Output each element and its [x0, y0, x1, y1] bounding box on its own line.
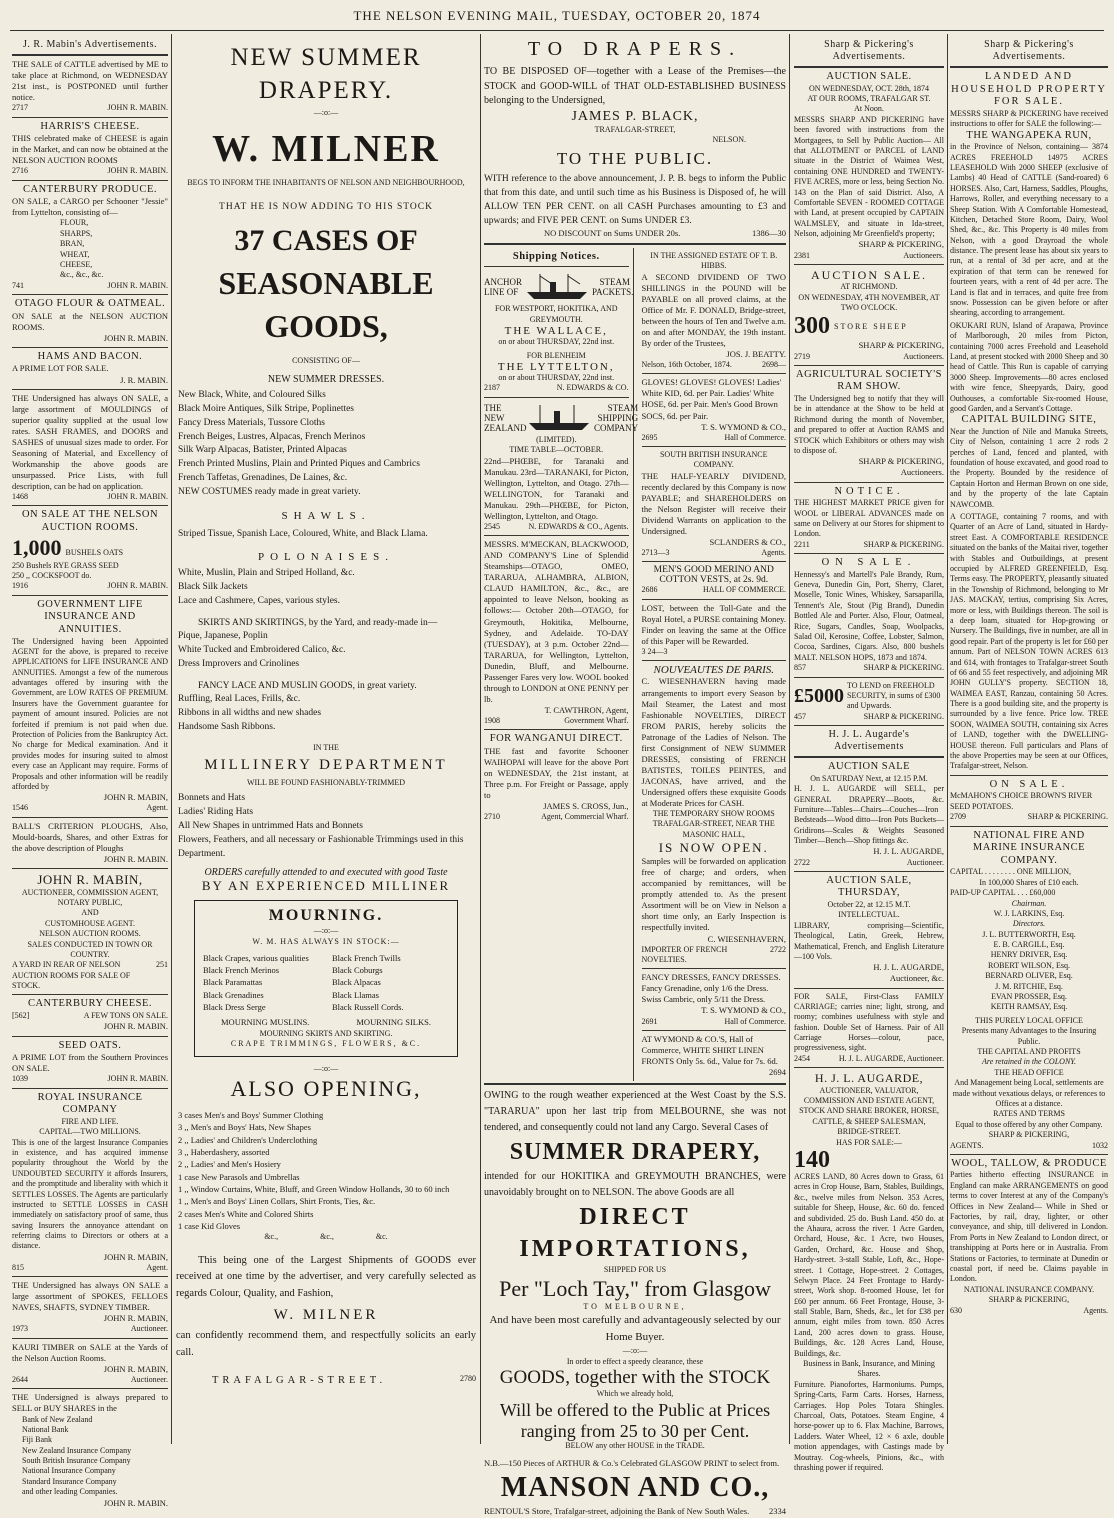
ad-nouveautes-paris: NOUVEAUTES DE PARIS. C. WIESENHAVERN having made arrangements to import every Season by Mail Steamer, the Latest and most Fashionable NOVELTIES, DIRECT FROM PARIS, hereby solicits the Patronage of the Ladies of Nelson. The first Consignment of NEW SUMMER DRESSES, consisting of FRENCH BATISTES, TOILES PEINTES, and JACONAS, have arrived, and the Undersigned offers these exquisite Goods at Moderate Prices for CASH. THE TEMPORARY SHOW ROOMS TRAFALGAR-STREET, NEAR THE MASONIC HALL, IS NOW OPEN. Samples will be forwarded on application free of charge; and orders, when accompanied by remittances, will be promptly attended to. As the present Assortment will be on View in Nelson a short time only, an Early Inspection is respectfully invited. C. WIESENHAVERN, IMPORTER OF FRENCH NOVELTIES. 2722: [642, 661, 787, 969]
ad-ram-show: AGRICULTURAL SOCIETY'S RAM SHOW. The Undersigned beg to notify that they will be in attendance at the Show to be held at Richmond during the month of November, and prepared to offer at Auction RAMS and STOCK which Exhibitors or others may wish to dispose of. SHARP & PICKERING, Auctioneers.: [794, 366, 944, 483]
ad-landed-property: LANDED AND HOUSEHOLD PROPERTY FOR SALE. MESSRS SHARP & PICKERING have received instructions to offer for SALE the following:— THE WANGAPEKA RUN, in the Province of Nelson, containing— 3874 ACRES FREEHOLD 14975 ACRES LEASEHOLD With 2000 SHEEP (exclusive of Lambs) 40 Head of CATTLE (Sand-roared) 6 HORSES. Also, Cart, Harness, Saddles, Ploughs, Harrows, Roller, and everything necessary to a Sheep Station. With A Comfortable Homestead, Kitchen, Detached Store Room, Dairy, Wool Shed, &c., &c. This Property is 40 miles from Nelson, with a good Drayroad the whole distance. The present lease has about six years to run, at a rental of 3d per acre, and at the expiration of that term can be renewed for fourteen years, with a rent of 4d per acre. The Land is flat and in terraces, and quite free from snow. Possession can be given before or after shearing, according to arrangement. OKUKARI RUN, Island of Arapawa, Province of Marlborough, 20 miles from Picton, containing 7000 acres Freehold and Leasehold Land, at present stocked with 2000 Sheep and 30 head of Cattle. This Run is capable of carrying 3000 Sheep. Improvements—80 acres enclosed with wire fence, Sheepyards, Dairy, good Outhouses, a comfortable Six-roomed House, good Garden, and a Servant's Cottage. CAPITAL BUILDING SITE, Near the Junction of Nile and Manuka Streets, City of Nelson, containing 1 acre 2 rods 2 perches of Land, fenced and planted, with foundation of house excavated, and good road to the Property. Bounded by the residence of Captain Horton and Herman Brown on one side, and by the property of the late Captain NAWCOMB. A COTTAGE, containing 7 rooms, and with Quarter of an Acre of Land, situated in Hardy-street East. A COMFORTABLE RESIDENCE situated on the banks of the Maitai river, together with Stables and Outbuildings, at present occupied by ALFRED GREENFIELD, Esq. Terms easy. The PROPERTY, pleasantly situated in the Township of Richmond, belonging to Mr JAS. MACKAY, tertius, comprising Six Acres, more or less, with Buildings thereon. The soil is a deep loam, situated for Hop-growing or Nursery. The Buildings, five in number, are all in good repair. Part of the property is let for £60 per annum. Part of NELSON TOWN ACRES 613 and 614, with frontages to Trafalgar-street South of 66 and 55 feet respectively, and adjoining MR JOHN GULLY'S property. SECTION 18, WAIMEA EAST, Ranzau, containing 50 Acres. There is a good building site, and the property is surrounded by a live fence. Price low. TREE SOON, WAIMEA SOUTH, containing six Acres of LAND, together with the DWELLING-HOUSE thereon. Full particulars and Plans of the above Properties may be seen at our Offices, Trafalgar-street, Nelson.: [950, 68, 1108, 776]
ad-oats: ON SALE AT THE NELSON AUCTION ROOMS. 1,000 BUSHELS OATS 250 Bushels RYE GRASS SEED 250 ,, COCKSFOOT do. 1916 JOHN R. MABIN.: [12, 506, 168, 595]
masthead: THE NELSON EVENING MAIL, TUESDAY, OCTOBER 20, 1874: [353, 8, 761, 23]
ad-national-fire-marine: NATIONAL FIRE AND MARINE INSURANCE COMPANY. CAPITAL . . . . . . . . ONE MILLION, In 100,000 Shares of £10 each. PAID-UP CAPITAL . . . £60,000 Chairman. W. J. LARKINS, Esq. Directors. J. L. BUTTERWORTH, Esq. E. B. CARGILL, Esq. HENRY DRIVER, Esq. ROBERT WILSON, Esq. BERNARD OLIVER, Esq. J. M. RITCHIE, Esq. EVAN PROSSER, Esq. KEITH RAMSAY, Esq. THIS PURELY LOCAL OFFICE Presents many Advantages to the Insuring Public. THE CAPITAL AND PROFITS Are retained in the COLONY. THE HEAD OFFICE And Management being Local, settlements are made without vexatious delays, or references to Offices at a distance. RATES AND TERMS Equal to those offered by any other Company. SHARP & PICKERING, AGENTS. 1032: [950, 827, 1108, 1155]
ad-royal-insurance: ROYAL INSURANCE COMPANY FIRE AND LIFE. CAPITAL—TWO MILLIONS. This is one of the largest Insurance Companies in existence, and has acquired immense popularity throughout the World by the UNDOUBTED SECURITY it affords Insurers, and the promptitude and liberality with which it SETTLES LOSSES. The Agents are particularly instructed to SETTLE LOSSES in CASH immediately on satisfactory proof of same, thus saving Insurers the annoyance attendant on referring claims to Directors or others at a distance. JOHN R. MABIN, 815 Agent.: [12, 1089, 168, 1278]
ad-canterbury-cheese: CANTERBURY CHEESE. [562] A FEW TONS ON SALE. JOHN R. MABIN.: [12, 995, 168, 1036]
ad-canterbury-produce: CANTERBURY PRODUCE. ON SALE, a CARGO per Schooner "Jessie" from Lyttelton, consisting of— FLOUR, SHARPS, BRAN, WHEAT, CHEESE, &c., &c., &c. 741 JOHN R. MABIN.: [12, 181, 168, 295]
column-milner: NEW SUMMER DRAPERY. —:o:— W. MILNER BEGS TO INFORM THE INHABITANTS OF NELSON AND NEIGHBOURHOOD, THAT HE IS NOW ADDING TO HIS STOCK 37 CASES OF SEASONABLE GOODS, CONSISTING OF— NEW SUMMER DRESSES. New Black, White, and Coloured Silks Black Moire Antiques, Silk Stripe, Poplinettes Fancy Dress Materials, Tussore Cloths French Beiges, Lustres, Alpacas, French Merinos Silk Warp Alpacas, Batister, Printed Alpacas French Printed Muslins, Plain and Printed Piques and Cambrics French Taffetas, Grenadines, De Laines, &c. NEW COSTUMES ready made in great variety. SHAWLS. Striped Tissue, Spanish Lace, Coloured, White, and Black Llama. POLONAISES. White, Muslin, Plain and Striped Holland, &c. Black Silk Jackets Lace and Cashmere, Capes, various styles. SKIRTS AND SKIRTINGS, by the Yard, and ready-made in— Pique, Japanese, Poplin White Tucked and Embroidered Calico, &c. Dress Improvers and Crinolines FANCY LACE AND MUSLIN GOODS, in great variety. Ruffling, Real Laces, Frills, &c. Ribbons in all widths and new shades Handsome Sash Ribbons. IN THE MILLINERY DEPARTMENT WILL BE FOUND FASHIONABLY-TRIMMED Bonnets and Hats Ladies' Riding Hats All New Shapes in untrimmed Hats and Bonnets Flowers, Feathers, and all necessary or Fashionable Trimmings used in this Department. ORDERS carefully attended to and executed with good Taste BY AN EXPERIENCED MILLINER MOURNING. —:o:— W. M. HAS ALWAYS IN STOCK:— Black Crapes, various qualities Black French Merinos Black Paramattas Black Grenadines Black Dress Serge Black French Twills Black Coburgs Black Alpacas Black Llamas Black Russell Cords. MOURNING MUSLINS. MOURNING SILKS. MOURNING SKIRTS AND SKIRTING. CRAPE TRIMMINGS, FLOWERS, &C. —:o:— ALSO OPENING, 3 cases Men's and Boys' Summer Clothing 3 ,, Men's and Boys' Hats, New Shapes 2 ,, Ladies' and Children's Underclothing 3 ,, Haberdashery, assorted 2 ,, Ladies' and Men's Hosiery 1 case New Parasols and Umbrellas 1 ,, Window Curtains, White, Bluff, and Green Window Hollands, 30 to 60 inch 1 ,, Men's and Boys' Linen Collars, Shirt Fronts, Ties, &c. 2 cases Men's White and Colored Shirts 1 case Kid Gloves &c., &c., &c. This being one of the Largest Shipments of GOODS ever received at one time by the advertiser, and very carefully selected as regards Colour, Quality, and Fashion, W. MILNER can confidently recommend them, and respectfully solicits an early call. TRAFALGAR-STREET. 2780: [176, 44, 476, 1386]
ad-nz-steam-shipping: THE NEW ZEALAND STEAM SHIPPING COMPANY (LIMITED). TIME TABLE—OCTOBER. 22nd—PHŒBE, for Taranaki and Manukau. 23rd—TARANAKI, for Picton, Wellington, Lyttelton, and Otago. 27th—WELLINGTON, for Taranaki and Manukau. 29th—PHŒBE, for Picton, Wellington, Lyttelton, and Otago. 2545 N. EDWARDS & CO., Agents.: [484, 398, 629, 536]
ad-anchor-line: ANCHOR LINE OF STEAM PACKETS. FOR WESTPORT, HOKITIKA, AND GREYMOUTH. THE WALLACE, on or about THURSDAY, 22nd inst. FOR BLENHEIM THE LYTTELTON, on or about THURSDAY, 22nd inst. 2187 N. EDWARDS & CO.: [484, 267, 629, 397]
column-sharp-augarde: Sharp & Pickering's Advertisements. AUCTION SALE. ON WEDNESDAY, OCT. 28th, 1874 AT OUR ROOMS, TRAFALGAR ST. At Noon. MESSRS SHARP AND PICKERING have been favored with instructions from the Mortgagees, to Sell by Public Auction— All that ALLOTMENT or PARCEL of LAND situate in the District of Waimea West, containing ONE HUNDRED and TWENTY-FIVE ACRES, more or less, being Section No. 143 on the Plan of said District. Also, A Comfortable SEVEN - ROOMED COTTAGE with Land, at present occupied by CAPTAIN WALMSLEY, and situate in Ida-street, Nelson, adjoining Mr Greenfield's property; SHARP & PICKERING, 2381 Auctioneers. AUCTION SALE. AT RICHMOND. ON WEDNESDAY, 4TH NOVEMBER, AT TWO O'CLOCK. 300 STORE SHEEP SHARP & PICKERING, 2719 Auctioneers. AGRICULTURAL SOCIETY'S RAM SHOW. The Undersigned beg to notify that they will be in attendance at the Show to be held at Richmond during the month of November, and prepared to offer at Auction RAMS and STOCK which Exhibitors or others may wish to dispose of. SHARP & PICKERING, Auctioneers. NOTICE. THE HIGHEST MARKET PRICE given for WOOL or LIBERAL ADVANCES made on same on Delivery at our Stores for shipment to London. 2211 SHARP & PICKERING. ON SALE. Hennessy's and Martell's Pale Brandy, Rum, Geneva, Dunedin Gin, Port, Sherry, Claret, Moselle, Tonic Wines, Whiskey, Sarsaparilla, Tennent's Ale, Stout (Pig Brand), Dunedin Bottled Ale and Porter. Also, Flour, Oatmeal, Rice, Sugars, Candles, Soap, Woolpacks, Salad Oil, Kerosine, Coffee, Lobster, Salmon, Cocoa, Sardines, Cigars. Also, 800 bushels MALT. NELSON HOPS, 1873 and 1874. 857 SHARP & PICKERING. £5000 TO LEND on FREEHOLD SECURITY, in sums of £300 and Upwards. 457 SHARP & PICKERING. H. J. L. Augarde's Advertisements AUCTION SALE On SATURDAY Next, at 12.15 P.M. H. J. L. AUGARDE will SELL, per GENERAL DRAPERY—Boots, &c. Furniture—Tables—Chairs—Couches—Iron Bedsteads—Wood ditto—Iron Pots Buckets—Gridirons—Scales & Weights Seasoned Timber—Bench—Shop fittings &c. H. J. L. AUGARDE, 2722 Auctioneer. AUCTION SALE, THURSDAY, October 22, at 12.15 M.T. INTELLECTUAL. LIBRARY, comprising—Scientific, Theological, Latin, Greek, Hebrew, Mathematical, French, and English Literature—100 Vols. H. J. L. AUGARDE, Auctioneer, &c. FOR SALE, First-Class FAMILY CARRIAGE; carries nine; light, strong, and roomy; combines usefulness with style and fashion. Double Set of Harness. Pair of All Carriage Horses—colour, pace, progressiveness, sight. 2454 H. J. L. AUGARDE, Auctioneer. H. J. L. AUGARDE, AUCTIONEER, VALUATOR, COMMISSION AND ESTATE AGENT, STOCK AND SHARE BROKER, HORSE, CATTLE, & SHEEP SALESMAN, BRIDGE-STREET. HAS FOR SALE:— 140 ACRES LAND, 80 Acres down to Grass, 61 acres in Crop House, Barn, Stables, Buildings, &c., twelve miles from Nelson. 353 Acres, suitable for Sheep, House, &c. 60 do. fenced and subdivided. 25 do. Bush Land. 450 do. at the Ahaura, across the river. 1 Acre Garden, Orchard, House, &c. 1 Acre, two Houses, Garden, Orchard, &c. House and Shop, Hardy-street. 3-stall Stable, Loft, &c., Hope-street. 1 Cottage, Hope-street. 2 Cottages, Selwyn Place. 24 Feet Frontage to Hardy-street, Work shop. 8-roomed House, let for £60 per annum. 66 Feet Frontage, House, 3-stall Stable, Barn, Sheds, &c., let for £38 per annum, eight miles from town. 850 Acres Land, 200 acres down to grass. House, Buildings, &c. 128 Acres Land, House, Buildings, &c. Business in Bank, Insurance, and Mining Shares. Furniture. Pianofortes, Harmoniums. Pumps, Spring-Carts, Farm Carts. Horses, Harness, Carriages. Hop Poles Totara Shingles. Charcoal, Oats, Potatoes. Steam Engine, 4 horse-power up to 6. Flax Machine, Barrows, Ladders. Water Wheel, 12 × 6 axle, double motion appendages, with Castings made by Moutray. Cog-wheels, Pinions, &c., with thrashing power if required.: [794, 36, 944, 1442]
column-header: J. R. Mabin's Advertisements.: [12, 36, 168, 56]
mourning-box: MOURNING. —:o:— W. M. HAS ALWAYS IN STOCK:— Black Crapes, various qualities Black French Merinos Black Paramattas Black Grenadines Black Dress Serge Black French Twills Black Coburgs Black Alpacas Black Llamas Black Russell Cords. MOURNING MUSLINS. MOURNING SILKS. MOURNING SKIRTS AND SKIRTING. CRAPE TRIMMINGS, FLOWERS, &C.: [194, 900, 458, 1056]
column-mabin: [12, 36, 168, 1508]
ad-mouldings: THE Undersigned has always ON SALE, a large assortment of MOULDINGS of superior quality supplied at the usual low rates. SASH FRAMES, and DOORS and SASHES of unusual sizes made to order. For Seasoning of Material, and Excellency of Workmanship the above goods are unsurpassed. Price Lists, with full description, can be had on application. 1468 JOHN R. MABIN.: [12, 390, 168, 507]
ad-lost-purse: LOST, between the Toll-Gate and the Royal Hotel, a PURSE containing Money. Finder on leaving the same at the Office of this Paper will be Rewarded. 3 24—3: [642, 600, 787, 662]
ad-mabin-card: JOHN R. MABIN, AUCTIONEER, COMMISSION AGENT, NOTARY PUBLIC, AND CUSTOMHOUSE AGENT. NELSON AUCTION ROOMS. SALES CONDUCTED IN TOWN OR COUNTRY. A YARD IN REAR OF NELSON AUCTION ROOMS FOR SALE OF STOCK. 251: [12, 869, 168, 996]
ad-seed-potatoes: ON SALE. McMAHON'S CHOICE BROWN'S RIVER SEED POTATOES. 2709 SHARP & PICKERING.: [950, 776, 1108, 827]
column-black-drapers: TO DRAPERS. TO BE DISPOSED OF—together with a Lease of the Premises—the STOCK and GOOD-WILL of THAT OLD-ESTABLISHED BUSINESS belonging to the Undersigned, JAMES P. BLACK, TRAFALGAR-STREET, NELSON. TO THE PUBLIC. WITH reference to the above announcement, J. P. B. begs to inform the Public that from this date, and until such time as his Business is Disposed of, he will ALLOW TEN PER CENT. on all CASH Purchases amounting to £3 and upwards; and FIVE PER CENT. on Sums UNDER £3. NO DISCOUNT on Sums UNDER 20s. 1386—30 Shipping Notices. ANCHOR LINE OF STEAM PACKETS. FOR WESTPORT, HOKITIKA, AND GREYMOUTH. THE WALLACE, on or about THURSDAY, 22nd inst. FOR BLENHEIM THE LYTTELTON, on or about THURSDAY, 22nd inst. 2187 N. EDWARDS & CO. THE NEW ZEALAND STEAM SHIPPING COMPANY (LIMITED). TIME TABLE—OCTOBER. 22nd—PHŒBE, for Taranaki and Manukau. 23rd—TARANAKI, for Picton, Wellington, Lyttelton, and Otago. 27th—WELLINGTON, for Taranaki and Manukau. 29th—PHŒBE, for Picton, Wellington, Lyttelton, and Otago. 2545 N. EDWARDS & CO., Agents. MESSRS. M'MECKAN, BLACKWOOD, AND COMPANY'S Line of Splendid Steamships—OTAGO, OMEO, TARARUA, ALHAMBRA, ALBION, CLAUD HAMILTON, &c., &c., are appointed to leave Nelson, booking as follows:— October 20th—OTAGO, for Greymouth, Hokitika, Melbourne, Sydney, and Adelaide. TO-DAY (TUESDAY), at 3 p.m. October 22nd—TARARUA, for Wellington, Lyttelton, Dunedin, Bluff, and Melbourne. Passenger Fares very low. WOOL booked through to LONDON at ONE PENNY per lb. T. CAWTHRON, Agent, 1908 Government Wharf. FOR WANGANUI DIRECT. THE fast and favorite Schooner WAIHOPAI will leave for the above Port on WEDNESDAY, the 21st instant, at Three p.m. For Freight or Passage, apply to JAMES S. CROSS, Jun., 2710 Agent, Commercial Wharf. IN THE ASSIGNED ESTATE OF T. B. HIBBS. A SECOND DIVIDEND OF TWO SHILLINGS in the POUND will be PAYABLE on all proved claims, at the Office of Mr. F. DONALD, Bridge-street, between the hours of Ten and Twelve a.m. on and after MONDAY, the 19th instant. By order of the Trustees, JOS. J. BEATTY. Nelson, 16th October, 1874. 2698— GLOVES! GLOVES! GLOVES! Ladies' White KID, 6d. per Pair. Ladies' White HOSE, 6d. per Pair. Men's Good Brown SOCS, 6d. per Pair. T. S. WYMOND & CO., 2695 Hall of Commerce. SOUTH BRITISH INSURANCE COMPANY. THE HALF-YEARLY DIVIDEND, recently declared by this Company is now PAYABLE; and SHAREHOLDERS on the Nelson Register will receive their Dividend Warrants on application to the Undersigned. SCLANDERS & CO., 2713—3 Agents. MEN'S GOOD MERINO AND COTTON VESTS, at 2s. 9d. 2686 HALL OF COMMERCE. LOST, between the Toll-Gate and the Royal Hotel, a PURSE containing Money. Finder on leaving the same at the Office of this Paper will be Rewarded. 3 24—3 NOUVEAUTES DE PARIS. C. WIESENHAVERN having made arrangements to import every Season by Mail Steamer, the Latest and most Fashionable NOVELTIES, DIRECT FROM PARIS, hereby solicits the Patronage of the Ladies of Nelson. The first Consignment of NEW SUMMER DRESSES, consisting of FRENCH BATISTES, TOILES PEINTES, and JACONAS, have arrived, and the Undersigned offers these exquisite Goods at Moderate Prices for CASH. THE TEMPORARY SHOW ROOMS TRAFALGAR-STREET, NEAR THE MASONIC HALL, IS NOW OPEN. Samples will be forwarded on application free of charge; and orders, when accompanied by remittances, will be promptly attended to. As the present Assortment will be on View in Nelson a short time only, an Early Inspection is respectfully invited. C. WIESENHAVERN, IMPORTER OF FRENCH NOVELTIES. 2722 FANCY DRESSES, FANCY DRESSES. Fancy Grenadine, only 1/6 the Dress. Swiss Cambric, only 5/11 the Dress. T. S. WYMOND & CO., 2691 Hall of Commerce. AT WYMOND & CO.'S, Hall of Commerce, WHITE SHIRT LINEN FRONTS Only 5s. 6d., Value for 7s. 6d. 2694 OWING to the rough weather experienced at the West Coast by the S.S. "TARARUA" upon her last trip from MELBOURNE, she was not tendered, and consequently could not land any Cargo. Several Cases of SUMMER DRAPERY, intended for our HOKITIKA and GREYMOUTH BRANCHES, were unavoidably brought on to NELSON. The above Goods are all DIRECT IMPORTATIONS, SHIPPED FOR US Per "Loch Tay," from Glasgow TO MELBOURNE, And have been most carefully and advantageously selected by our Home Buyer. —:o:— In order to effect a speedy clearance, these GOODS, together with the STOCK Which we already hold, Will be offered to the Public at Prices ranging from 25 to 30 per Cent. BELOW any other HOUSE in the TRADE. N.B.—150 Pieces of ARTHUR & Co.'s Celebrated GLASGOW PRINT to select from. MANSON AND CO., RENTOUL'S Store, Trafalgar-street, adjoining the Bank of New South Wales. 2334: [484, 38, 786, 1517]
ad-auction-oct28: AUCTION SALE. ON WEDNESDAY, OCT. 28th, 1874 AT OUR ROOMS, TRAFALGAR ST. At Noon. MESSRS SHARP AND PICKERING have been favored with instructions from the Mortgagees, to Sell by Public Auction— All that ALLOTMENT or PARCEL of LAND situate in the District of Waimea West, containing ONE HUNDRED and TWENTY-FIVE ACRES, more or less, being Section No. 143 on the Plan of said District. Also, A Comfortable SEVEN - ROOMED COTTAGE with Land, at present occupied by CAPTAIN WALMSLEY, and situate in Ida-street, Nelson, adjoining Mr Greenfield's property; SHARP & PICKERING, 2381 Auctioneers.: [794, 68, 944, 265]
column-sharp-property: Sharp & Pickering's Advertisements. LANDED AND HOUSEHOLD PROPERTY FOR SALE. MESSRS SHARP & PICKERING have received instructions to offer for SALE the following:— THE WANGAPEKA RUN, in the Province of Nelson, containing— 3874 ACRES FREEHOLD 14975 ACRES LEASEHOLD With 2000 SHEEP (exclusive of Lambs) 40 Head of CATTLE (Sand-roared) 6 HORSES. Also, Cart, Harness, Saddles, Ploughs, Harrows, Roller, and everything necessary to a Sheep Station. With A Comfortable Homestead, Kitchen, Detached Store Room, Dairy, Wool Shed, &c., &c. This Property is 40 miles from Nelson, with a good Drayroad the whole distance. The present lease has about six years to run, at a rental of 3d per acre, and at the expiration of that term can be renewed for fourteen years, with a rent of 4d per acre. The Land is flat and in terraces, and quite free from snow. Possession can be given before or after shearing, according to arrangement. OKUKARI RUN, Island of Arapawa, Province of Marlborough, 20 miles from Picton, containing 7000 acres Freehold and Leasehold Land, at present stocked with 2000 Sheep and 30 head of Cattle. This Run is capable of carrying 3000 Sheep. Improvements—80 acres enclosed with wire fence, Sheepyards, Dairy, good Outhouses, a comfortable Six-roomed House, good Garden, and a Servant's Cottage. CAPITAL BUILDING SITE, Near the Junction of Nile and Manuka Streets, City of Nelson, containing 1 acre 2 rods 2 perches of Land, fenced and planted, with foundation of house excavated, and good road to the Property. Bounded by the residence of Captain Horton and Herman Brown on one side, and by the property of the late Captain NAWCOMB. A COTTAGE, containing 7 rooms, and with Quarter of an Acre of Land, situated in Hardy-street East. A COMFORTABLE RESIDENCE situated on the banks of the Maitai river, together with Stables and Outbuildings, at present occupied by ALFRED GREENFIELD, Esq. Terms easy. The PROPERTY, pleasantly situated in the Township of Richmond, belonging to Mr JAS. MACKAY, tertius, comprising Six Acres, more or less, with Buildings thereon. The soil is a deep loam, situated for Hop-growing or Nursery. The Buildings, five in number, are all in good repair. Part of the property is let for £60 per annum. Part of NELSON TOWN ACRES 613 and 614, with frontages to Trafalgar-street South of 66 and 55 feet respectively, and adjoining MR JOHN GULLY'S property. SECTION 18, WAIMEA EAST, Ranzau, containing 50 Acres. There is a good building site, and the property is surrounded by a live fence. Price low. TREE SOON, WAIMEA SOUTH, containing six Acres of LAND, together with the DWELLING-HOUSE thereon. Full particulars and Plans of the above Properties may be seen at our Offices, Trafalgar-street, Nelson. ON SALE. McMAHON'S CHOICE BROWN'S RIVER SEED POTATOES. 2709 SHARP & PICKERING. NATIONAL FIRE AND MARINE INSURANCE COMPANY. CAPITAL . . . . . . . . ONE MILLION, In 100,000 Shares of £10 each. PAID-UP CAPITAL . . . £60,000 Chairman. W. J. LARKINS, Esq. Directors. J. L. BUTTERWORTH, Esq. E. B. CARGILL, Esq. HENRY DRIVER, Esq. ROBERT WILSON, Esq. BERNARD OLIVER, Esq. J. M. RITCHIE, Esq. EVAN PROSSER, Esq. KEITH RAMSAY, Esq. THIS PURELY LOCAL OFFICE Presents many Advantages to the Insuring Public. THE CAPITAL AND PROFITS Are retained in the COLONY. THE HEAD OFFICE And Management being Local, settlements are made without vexatious delays, or references to Offices at a distance. RATES AND TERMS Equal to those offered by any other Company. SHARP & PICKERING, AGENTS. 1032 WOOL, TALLOW, & PRODUCE Parties hitherto effecting INSURANCE in England can make ARRANGEMENTS on good terms to cover Interest at any of the Company's Offices in New Zealand— While in Shed or Factories, by rail, dray, lighter, or other conveyance, and ship, till delivered in London. From Ports in New Zealand to London direct, or transhipping at Ports here or in Australia. From Stations or Factories, to terminate at Dunedin or coastal port, if need be. Claims payable in London. NATIONAL INSURANCE COMPANY. SHARP & PICKERING, 630 Agents.: [950, 36, 1108, 1442]
drapery-title: NEW SUMMER DRAPERY.: [230, 44, 422, 104]
steamship-icon: [522, 272, 592, 302]
ad-south-british: SOUTH BRITISH INSURANCE COMPANY. THE HALF-YEARLY DIVIDEND, recently declared by this Company is now PAYABLE; and SHAREHOLDERS on the Nelson Register will receive their Dividend Warrants on application to the Undersigned. SCLANDERS & CO., 2713—3 Agents.: [642, 447, 787, 563]
masthead-rule: [10, 30, 1104, 31]
ad-mmeckan-blackwood: MESSRS. M'MECKAN, BLACKWOOD, AND COMPANY'S Line of Splendid Steamships—OTAGO, OMEO, TARARUA, ALHAMBRA, ALBION, CLAUD HAMILTON, &c., &c., are appointed to leave Nelson, booking as follows:— October 20th—OTAGO, for Greymouth, Hokitika, Melbourne, Sydney, and Adelaide. TO-DAY (TUESDAY), at 3 p.m. October 22nd—TARARUA, for Wellington, Lyttelton, Dunedin, Bluff, and Melbourne. Passenger Fares very low. WOOL booked through to LONDON at ONE PENNY per lb. T. CAWTHRON, Agent, 1908 Government Wharf.: [484, 536, 629, 730]
ad-augarde-saturday: AUCTION SALE On SATURDAY Next, at 12.15 P.M. H. J. L. AUGARDE will SELL, per GENERAL DRAPERY—Boots, &c. Furniture—Tables—Chairs—Couches—Iron Bedsteads—Wood ditto—Iron Pots Buckets—Gridirons—Scales & Weights Seasoned Timber—Bench—Shop fittings &c. H. J. L. AUGARDE, 2722 Auctioneer.: [794, 758, 944, 872]
milner-name: W. MILNER: [212, 128, 440, 170]
ad-augarde-library: AUCTION SALE, THURSDAY, October 22, at 12.15 M.T. INTELLECTUAL. LIBRARY, comprising—Scientific, Theological, Latin, Greek, Hebrew, Mathematical, French, and English Literature—100 Vols. H. J. L. AUGARDE, Auctioneer, &c.: [794, 872, 944, 989]
column-divider: [947, 34, 948, 1444]
ad-merino-vests: MEN'S GOOD MERINO AND COTTON VESTS, at 2s. 9d. 2686 HALL OF COMMERCE.: [642, 562, 787, 599]
ad-augarde-card: H. J. L. AUGARDE, AUCTIONEER, VALUATOR, COMMISSION AND ESTATE AGENT, STOCK AND SHARE BROKER, HORSE, CATTLE, & SHEEP SALESMAN, BRIDGE-STREET. HAS FOR SALE:— 140 ACRES LAND, 80 Acres down to Grass, 61 acres in Crop House, Barn, Stables, Buildings, &c., twelve miles from Nelson. 353 Acres, suitable for Sheep, House, &c. 60 do. fenced and subdivided. 25 do. Bush Land. 450 do. at the Ahaura, across the river. 1 Acre Garden, Orchard, House, &c. 1 Acre, two Houses, Garden, Orchard, &c. House and Shop, Hardy-street. 3-stall Stable, Loft, &c., Hope-street. 1 Cottage, Hope-street. 2 Cottages, Selwyn Place. 24 Feet Frontage to Hardy-street, Work shop. 8-roomed House, let for £60 per annum. 66 Feet Frontage, House, 3-stall Stable, Barn, Sheds, &c., let for £38 per annum, eight miles from town. 850 Acres Land, 200 acres down to grass. House, Buildings, &c. 128 Acres Land, House, Buildings, &c. Business in Bank, Insurance, and Mining Shares. Furniture. Pianofortes, Harmoniums. Pumps, Spring-Carts, Farm Carts. Horses, Harness, Carriages. Hop Poles Totara Shingles. Charcoal, Oats, Potatoes. Steam Engine, 4 horse-power up to 6. Flax Machine, Barrows, Ladders. Water Wheel, 12 × 6 axle, double motion appendages, with Castings made by Moutray. Cog-wheels, Pinions, &c., with thrashing power if required.: [794, 1071, 944, 1472]
ad-otago-flour: OTAGO FLOUR & OATMEAL. ON SALE at the NELSON AUCTION ROOMS. JOHN R. MABIN.: [12, 295, 168, 348]
ad-hams-bacon: HAMS AND BACON. A PRIME LOT FOR SALE. J. R. MABIN.: [12, 348, 168, 390]
ad-seed-oats: SEED OATS. A PRIME LOT from the Southern Provinces ON SALE. 1039 JOHN R. MABIN.: [12, 1037, 168, 1089]
ad-5000-loan: £5000 TO LEND on FREEHOLD SECURITY, in sums of £300 and Upwards. 457 SHARP & PICKERING.: [794, 678, 944, 727]
ad-on-sale-spirits: ON SALE. Hennessy's and Martell's Pale Brandy, Rum, Geneva, Dunedin Gin, Port, Sherry, Claret, Moselle, Tonic Wines, Whiskey, Sarsaparilla, Tennent's Ale, Stout (Pig Brand), Dunedin Bottled Ale and Porter. Also, Flour, Oatmeal, Rice, Sugars, Candles, Soap, Woolpacks, Salad Oil, Kerosine, Coffee, Lobster, Salmon, Cocoa, Sardines, Cigars. Also, 800 bushels MALT. NELSON HOPS, 1873 and 1874. 857 SHARP & PICKERING.: [794, 554, 944, 678]
ad-auction-richmond: AUCTION SALE. AT RICHMOND. ON WEDNESDAY, 4TH NOVEMBER, AT TWO O'CLOCK. 300 STORE SHEEP SHARP & PICKERING, 2719 Auctioneers.: [794, 265, 944, 366]
ad-wool-tallow: WOOL, TALLOW, & PRODUCE Parties hitherto effecting INSURANCE in England can make ARRANGEMENTS on good terms to cover Interest at any of the Company's Offices in New Zealand— While in Shed or Factories, by rail, dray, lighter, or other conveyance, and ship, till delivered in London. From Ports in New Zealand to London direct, or transhipping at Ports here or in Australia. From Stations or Factories, to terminate at Dunedin or coastal port, if need be. Claims payable in London. NATIONAL INSURANCE COMPANY. SHARP & PICKERING, 630 Agents.: [950, 1157, 1108, 1315]
column-divider: [171, 34, 172, 1444]
steamship-icon: [524, 403, 594, 433]
ad-manson: OWING to the rough weather experienced at the West Coast by the S.S. "TARARUA" upon her last trip from MELBOURNE, she was not tendered, and consequently could not land any Cargo. Several Cases of SUMMER DRAPERY, intended for our HOKITIKA and GREYMOUTH BRANCHES, were unavoidably brought on to NELSON. The above Goods are all DIRECT IMPORTATIONS, SHIPPED FOR US Per "Loch Tay," from Glasgow TO MELBOURNE, And have been most carefully and advantageously selected by our Home Buyer. —:o:— In order to effect a speedy clearance, these GOODS, together with the STOCK Which we already hold, Will be offered to the Public at Prices ranging from 25 to 30 per Cent. BELOW any other HOUSE in the TRADE. N.B.—150 Pieces of ARTHUR & Co.'s Celebrated GLASGOW PRINT to select from. MANSON AND CO., RENTOUL'S Store, Trafalgar-street, adjoining the Bank of New South Wales. 2334: [484, 1083, 786, 1518]
ad-cattle-postponed: THE SALE of CATTLE advertised by ME to take place at Richmond, on WEDNESDAY 21st inst., is POSTPONED until further notice. 2717 JOHN R. MABIN.: [12, 56, 168, 118]
ad-shares: THE Undersigned is always prepared to SELL or BUY SHARES in the Bank of New Zealand National Bank Fiji Bank New Zealand Insurance Company South British Insurance Company National Insurance Company Standard Insurance Company and other leading Companies. JOHN R. MABIN.: [12, 1392, 168, 1508]
ad-hibbs-estate: IN THE ASSIGNED ESTATE OF T. B. HIBBS. A SECOND DIVIDEND OF TWO SHILLINGS in the POUND will be PAYABLE on all proved claims, at the Office of Mr. F. DONALD, Bridge-street, between the hours of Ten and Twelve a.m. on and after MONDAY, the 19th instant. By order of the Trustees, JOS. J. BEATTY. Nelson, 16th October, 1874. 2698—: [642, 248, 787, 375]
ad-gloves: GLOVES! GLOVES! GLOVES! Ladies' White KID, 6d. per Pair. Ladies' White HOSE, 6d. per Pair. Men's Good Brown SOCS, 6d. per Pair. T. S. WYMOND & CO., 2695 Hall of Commerce.: [642, 374, 787, 447]
ad-spokes: THE Undersigned has always ON SALE a large assortment of SPOKES, FELLOES NAVES, SHAFTS, SYDNEY TIMBER. JOHN R. MABIN, 1973 Auctioneer.: [12, 1277, 168, 1339]
ad-shirt-fronts: AT WYMOND & CO.'S, Hall of Commerce, WHITE SHIRT LINEN FRONTS Only 5s. 6d., Value for 7s. 6d. 2694: [641, 1033, 786, 1078]
ad-fancy-dresses: FANCY DRESSES, FANCY DRESSES. Fancy Grenadine, only 1/6 the Dress. Swiss Cambric, only 5/11 the Dress. T. S. WYMOND & CO., 2691 Hall of Commerce.: [642, 969, 787, 1031]
ad-notice-wool: NOTICE. THE HIGHEST MARKET PRICE given for WOOL or LIBERAL ADVANCES made on same on Delivery at our Stores for shipment to London. 2211 SHARP & PICKERING.: [794, 483, 944, 555]
column-divider: [789, 34, 790, 1444]
ad-family-carriage: FOR SALE, First-Class FAMILY CARRIAGE; carries nine; light, strong, and roomy; combines usefulness with style and fashion. Double Set of Harness. Pair of All Carriage Horses—colour, pace, progressiveness, sight. 2454 H. J. L. AUGARDE, Auctioneer.: [794, 989, 944, 1069]
ad-wanganui: FOR WANGANUI DIRECT. THE fast and favorite Schooner WAIHOPAI will leave for the above Port on WEDNESDAY, the 21st instant, at Three p.m. For Freight or Passage, apply to JAMES S. CROSS, Jun., 2710 Agent, Commercial Wharf.: [484, 733, 629, 822]
ad-harris-cheese: HARRIS'S CHEESE. THIS celebrated make of CHEESE is again in the Market, and can now be obtained at the NELSON AUCTION ROOMS 2716 JOHN R. MABIN.: [12, 118, 168, 181]
ad-government-life: GOVERNMENT LIFE INSURANCE AND ANNUITIES. The Undersigned having been Appointed AGENT for the above, is prepared to receive APPLICATIONS for LIFE INSURANCE AND ANNUITIES. Amongst a few of the numerous advantages offered by insuring with the Government, are LOW RATES OF PREMIUM. Insurers have the Government guarantee for payment of amount insured. Policies are not forfeited if premium is not paid when due. Protection of Policies from the Bankruptcy Act. No charge for Medical examination. And it provides modes for insuring suited to almost every case an Applicant may require. Forms of Proposals and other information will be readily afforded by JOHN R. MABIN, 1546 Agent.: [12, 596, 168, 818]
column-divider: [480, 34, 481, 1444]
ad-kauri: KAURI TIMBER on SALE at the Yards of the Nelson Auction Rooms. JOHN R. MABIN, 2644 Auctioneer.: [12, 1339, 168, 1390]
ad-ploughs: BALL'S CRITERION PLOUGHS, Also, Mould-boards, Shares, and other Extras for the above description of Ploughs JOHN R. MABIN.: [12, 818, 168, 869]
